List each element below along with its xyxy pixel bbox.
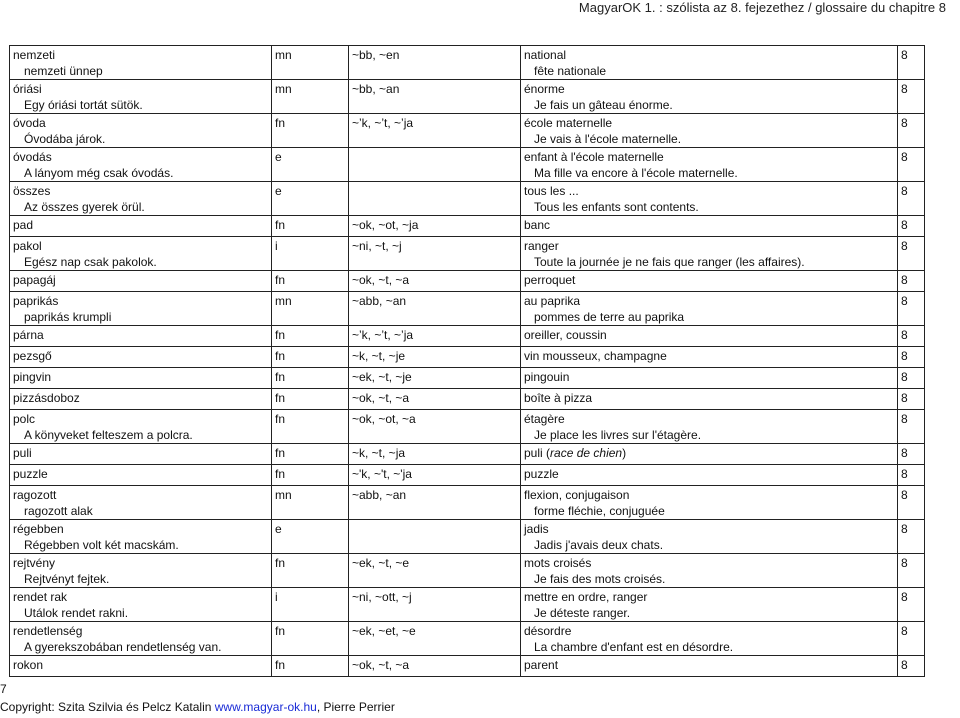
glossary-table — [9, 45, 925, 677]
headword: pad — [13, 218, 34, 232]
word-type-cell — [272, 80, 349, 114]
word-type-cell — [272, 444, 349, 465]
french-translation-line — [524, 48, 566, 62]
hungarian-cell — [10, 271, 272, 292]
word-type-cell — [272, 271, 349, 292]
endings: ~bb, ~an — [352, 82, 400, 96]
chapter-number: 8 — [901, 116, 908, 130]
chapter-cell — [898, 46, 925, 80]
french-translation-line — [524, 239, 559, 253]
french-translation-line — [524, 658, 558, 672]
endings: ~abb, ~an — [352, 294, 407, 308]
french-cell — [521, 622, 898, 656]
hungarian-cell — [10, 486, 272, 520]
chapter-cell — [898, 656, 925, 677]
french-cell — [521, 465, 898, 486]
word-type: mn — [275, 48, 292, 62]
word-type: fn — [275, 218, 286, 232]
page-number: 7 — [0, 682, 7, 696]
endings-cell — [349, 368, 521, 389]
table-row — [10, 80, 925, 114]
endings: ~ek, ~et, ~e — [352, 624, 416, 638]
chapter-number: 8 — [901, 446, 908, 460]
word-type: mn — [275, 82, 292, 96]
french-translation: désordre — [524, 624, 572, 638]
french-example: fête nationale — [534, 64, 607, 78]
word-type: mn — [275, 294, 292, 308]
chapter-cell — [898, 622, 925, 656]
endings-cell — [349, 80, 521, 114]
chapter-cell — [898, 554, 925, 588]
chapter-cell — [898, 444, 925, 465]
french-cell — [521, 271, 898, 292]
chapter-cell — [898, 182, 925, 216]
endings-cell — [349, 148, 521, 182]
word-type: fn — [275, 273, 286, 287]
word-type: fn — [275, 467, 286, 481]
french-cell — [521, 656, 898, 677]
endings: ~k, ~t, ~je — [352, 349, 406, 363]
french-example: Je vais à l'école maternelle. — [534, 132, 682, 146]
chapter-number: 8 — [901, 488, 908, 502]
word-type-cell — [272, 46, 349, 80]
chapter-cell — [898, 410, 925, 444]
endings-cell — [349, 292, 521, 326]
table-row — [10, 656, 925, 677]
word-type: e — [275, 184, 282, 198]
hungarian-example: Óvodába járok. — [24, 132, 106, 146]
word-type-cell — [272, 486, 349, 520]
word-type: fn — [275, 391, 286, 405]
hungarian-cell — [10, 46, 272, 80]
table-row — [10, 444, 925, 465]
french-example: Je déteste ranger. — [534, 606, 631, 620]
endings-cell — [349, 389, 521, 410]
hungarian-cell — [10, 622, 272, 656]
endings-cell — [349, 182, 521, 216]
french-example: Tous les enfants sont contents. — [534, 200, 699, 214]
french-example: pommes de terre au paprika — [534, 310, 685, 324]
word-type-cell — [272, 622, 349, 656]
hungarian-cell — [10, 656, 272, 677]
word-type: mn — [275, 488, 292, 502]
table-row — [10, 292, 925, 326]
chapter-cell — [898, 520, 925, 554]
hungarian-example: A könyveket felteszem a polcra. — [24, 428, 193, 442]
french-translation: parent — [524, 658, 559, 672]
chapter-cell — [898, 271, 925, 292]
hungarian-example: A gyerekszobában rendetlenség van. — [24, 640, 222, 654]
french-cell — [521, 520, 898, 554]
french-translation: tous les ... — [524, 184, 579, 198]
chapter-number: 8 — [901, 522, 908, 536]
french-cell — [521, 368, 898, 389]
table-row — [10, 237, 925, 271]
word-type-cell — [272, 182, 349, 216]
french-translation-line — [524, 391, 592, 405]
endings: ~ok, ~ot, ~a — [352, 412, 416, 426]
word-type: fn — [275, 412, 286, 426]
french-cell — [521, 347, 898, 368]
table-row — [10, 216, 925, 237]
chapter-cell — [898, 216, 925, 237]
endings-cell — [349, 622, 521, 656]
word-type: fn — [275, 370, 286, 384]
table-row — [10, 622, 925, 656]
french-example: Je fais des mots croisés. — [534, 572, 666, 586]
chapter-cell — [898, 347, 925, 368]
hungarian-cell — [10, 465, 272, 486]
word-type-cell — [272, 114, 349, 148]
table-row — [10, 326, 925, 347]
french-translation: oreiller, coussin — [524, 328, 607, 342]
endings-cell — [349, 114, 521, 148]
french-cell — [521, 486, 898, 520]
endings: ~ok, ~ot, ~ja — [352, 218, 419, 232]
endings: ~k, ~t, ~ja — [352, 446, 406, 460]
french-cell — [521, 80, 898, 114]
endings-cell — [349, 347, 521, 368]
endings-cell — [349, 410, 521, 444]
hungarian-example: ragozott alak — [24, 504, 93, 518]
french-cell — [521, 182, 898, 216]
chapter-number: 8 — [901, 239, 908, 253]
headword: óvoda — [13, 116, 46, 130]
hungarian-cell — [10, 182, 272, 216]
french-cell — [521, 216, 898, 237]
endings: ~’k, ~’t, ~’ja — [352, 328, 414, 342]
table-row — [10, 389, 925, 410]
endings-cell — [349, 271, 521, 292]
hungarian-cell — [10, 444, 272, 465]
french-translation: au paprika — [524, 294, 581, 308]
chapter-number: 8 — [901, 48, 908, 62]
hungarian-cell — [10, 368, 272, 389]
chapter-cell — [898, 326, 925, 347]
french-cell — [521, 389, 898, 410]
hungarian-cell — [10, 326, 272, 347]
french-translation-line: puli (race de chien) — [524, 446, 627, 460]
hungarian-cell — [10, 554, 272, 588]
endings-cell — [349, 554, 521, 588]
headword: nemzeti — [13, 48, 56, 62]
hungarian-example: nemzeti ünnep — [24, 64, 103, 78]
page-header: MagyarOK 1. : szólista az 8. fejezethez / glossaire du chapitre 8 — [578, 0, 946, 15]
word-type: e — [275, 522, 282, 536]
headword: pakol — [13, 239, 42, 253]
endings-cell — [349, 656, 521, 677]
word-type-cell — [272, 520, 349, 554]
headword: párna — [13, 328, 44, 342]
chapter-cell — [898, 368, 925, 389]
french-translation: école maternelle — [524, 116, 613, 130]
word-type: i — [275, 590, 278, 604]
word-type-cell — [272, 410, 349, 444]
french-example: Toute la journée je ne fais que ranger (les affaires). — [534, 255, 805, 269]
hungarian-cell — [10, 114, 272, 148]
endings: ~'k, ~'t, ~'ja — [352, 467, 412, 481]
french-example: Je fais un gâteau énorme. — [534, 98, 673, 112]
french-translation-line — [524, 328, 607, 342]
french-cell — [521, 326, 898, 347]
french-cell — [521, 588, 898, 622]
french-cell — [521, 444, 898, 465]
headword: összes — [13, 184, 51, 198]
hungarian-cell — [10, 389, 272, 410]
table-row — [10, 182, 925, 216]
table-row — [10, 368, 925, 389]
headword: paprikás — [13, 294, 59, 308]
word-type-cell — [272, 588, 349, 622]
word-type: e — [275, 150, 282, 164]
headword: óriási — [13, 82, 42, 96]
french-translation: énorme — [524, 82, 565, 96]
hungarian-cell — [10, 410, 272, 444]
endings: ~abb, ~an — [352, 488, 407, 502]
hungarian-example: Egész nap csak pakolok. — [24, 255, 157, 269]
headword: rokon — [13, 658, 44, 672]
french-translation-line — [524, 412, 565, 426]
french-translation: national — [524, 48, 567, 62]
french-translation-line — [524, 82, 565, 96]
french-translation: ranger — [524, 239, 559, 253]
chapter-number: 8 — [901, 391, 908, 405]
french-translation-line — [524, 467, 559, 481]
table-row — [10, 520, 925, 554]
french-note: race de chien — [550, 446, 623, 460]
french-translation: puzzle — [524, 467, 559, 481]
chapter-number: 8 — [901, 467, 908, 481]
french-translation: banc — [524, 218, 551, 232]
french-translation-line — [524, 590, 647, 604]
chapter-number: 8 — [901, 556, 908, 570]
french-translation-line — [524, 556, 591, 570]
table-row — [10, 148, 925, 182]
chapter-number: 8 — [901, 370, 908, 384]
endings: ~bb, ~en — [352, 48, 400, 62]
hungarian-example: Az összes gyerek örül. — [24, 200, 145, 214]
endings-cell — [349, 326, 521, 347]
chapter-cell — [898, 465, 925, 486]
word-type: fn — [275, 116, 286, 130]
endings-cell — [349, 216, 521, 237]
table-row — [10, 114, 925, 148]
french-translation-line — [524, 273, 575, 287]
french-translation-line — [524, 349, 667, 363]
endings-cell — [349, 486, 521, 520]
french-translation-line — [524, 294, 580, 308]
endings-cell — [349, 444, 521, 465]
headword: puli — [13, 446, 32, 460]
word-type: fn — [275, 446, 286, 460]
word-type-cell — [272, 292, 349, 326]
footer — [0, 700, 395, 714]
chapter-number: 8 — [901, 624, 908, 638]
endings-cell — [349, 520, 521, 554]
word-type: fn — [275, 556, 286, 570]
french-cell — [521, 148, 898, 182]
french-translation-line — [524, 116, 612, 130]
word-type: i — [275, 239, 278, 253]
hungarian-example: paprikás krumpli — [24, 310, 112, 324]
french-translation: jadis — [524, 522, 549, 536]
chapter-number: 8 — [901, 218, 908, 232]
endings-cell — [349, 465, 521, 486]
french-cell — [521, 554, 898, 588]
word-type-cell — [272, 465, 349, 486]
headword: rendetlenség — [13, 624, 83, 638]
hungarian-example: A lányom még csak óvodás. — [24, 166, 174, 180]
french-translation: étagère — [524, 412, 565, 426]
french-cell — [521, 410, 898, 444]
chapter-number: 8 — [901, 349, 908, 363]
french-translation-line — [524, 150, 664, 164]
endings: ~ok, ~t, ~a — [352, 273, 410, 287]
french-example: Je place les livres sur l'étagère. — [534, 428, 702, 442]
french-cell — [521, 292, 898, 326]
hungarian-cell — [10, 292, 272, 326]
table-row — [10, 46, 925, 80]
word-type-cell — [272, 389, 349, 410]
hungarian-example: Egy óriási tortát sütök. — [24, 98, 143, 112]
word-type-cell — [272, 216, 349, 237]
headword: pingvin — [13, 370, 52, 384]
chapter-number: 8 — [901, 184, 908, 198]
chapter-number: 8 — [901, 150, 908, 164]
endings-cell — [349, 46, 521, 80]
endings: ~’k, ~’t, ~’ja — [352, 116, 414, 130]
chapter-cell — [898, 588, 925, 622]
headword: rendet rak — [13, 590, 68, 604]
word-type-cell — [272, 656, 349, 677]
chapter-number: 8 — [901, 590, 908, 604]
headword: régebben — [13, 522, 64, 536]
french-translation: perroquet — [524, 273, 576, 287]
french-translation: enfant à l'école maternelle — [524, 150, 664, 164]
endings: ~ek, ~t, ~je — [352, 370, 412, 384]
word-type: fn — [275, 624, 286, 638]
chapter-number: 8 — [901, 273, 908, 287]
chapter-number: 8 — [901, 294, 908, 308]
french-cell — [521, 114, 898, 148]
french-cell — [521, 237, 898, 271]
word-type: fn — [275, 658, 286, 672]
hungarian-example: Régebben volt két macskám. — [24, 538, 179, 552]
french-translation-line — [524, 218, 550, 232]
french-translation-line — [524, 184, 579, 198]
hungarian-cell — [10, 216, 272, 237]
word-type-cell — [272, 368, 349, 389]
french-translation: mettre en ordre, ranger — [524, 590, 648, 604]
endings: ~ek, ~t, ~e — [352, 556, 410, 570]
footer-link[interactable]: www.magyar-ok.hu — [214, 700, 317, 714]
endings: ~ni, ~t, ~j — [352, 239, 402, 253]
word-type-cell — [272, 554, 349, 588]
french-example: Ma fille va encore à l'école maternelle. — [534, 166, 738, 180]
chapter-number: 8 — [901, 328, 908, 342]
french-translation-line — [524, 522, 549, 536]
french-translation: vin mousseux, champagne — [524, 349, 667, 363]
french-cell — [521, 46, 898, 80]
hungarian-example: Rejtvényt fejtek. — [24, 572, 110, 586]
table-row — [10, 486, 925, 520]
hungarian-cell — [10, 347, 272, 368]
table-row — [10, 271, 925, 292]
word-type: fn — [275, 328, 286, 342]
french-translation-line — [524, 370, 569, 384]
footer-copyright: Copyright: Szita Szilvia és Pelcz Katalin — [0, 700, 215, 714]
endings: ~ni, ~ott, ~j — [352, 590, 412, 604]
chapter-number: 8 — [901, 82, 908, 96]
table-row — [10, 410, 925, 444]
endings-cell — [349, 588, 521, 622]
word-type-cell — [272, 326, 349, 347]
headword: ragozott — [13, 488, 57, 502]
french-translation: pingouin — [524, 370, 570, 384]
chapter-cell — [898, 237, 925, 271]
word-type-cell — [272, 148, 349, 182]
french-translation: mots croisés — [524, 556, 592, 570]
footer-suffix: , Pierre Perrier — [316, 700, 395, 714]
headword: pizzásdoboz — [13, 391, 80, 405]
chapter-cell — [898, 80, 925, 114]
headword: pezsgő — [13, 349, 52, 363]
chapter-cell — [898, 389, 925, 410]
french-example: La chambre d'enfant est en désordre. — [534, 640, 734, 654]
headword: óvodás — [13, 150, 52, 164]
hungarian-cell — [10, 237, 272, 271]
word-type-cell — [272, 347, 349, 368]
headword: papagáj — [13, 273, 56, 287]
chapter-cell — [898, 148, 925, 182]
french-translation: boîte à pizza — [524, 391, 593, 405]
french-translation: puli — [524, 446, 543, 460]
hungarian-example: Utálok rendet rakni. — [24, 606, 129, 620]
endings: ~ok, ~t, ~a — [352, 658, 410, 672]
hungarian-cell — [10, 520, 272, 554]
french-translation-line — [524, 624, 571, 638]
french-example: forme fléchie, conjuguée — [534, 504, 665, 518]
endings-cell — [349, 237, 521, 271]
chapter-cell — [898, 114, 925, 148]
hungarian-cell — [10, 80, 272, 114]
french-translation: flexion, conjugaison — [524, 488, 630, 502]
chapter-number: 8 — [901, 412, 908, 426]
word-type: fn — [275, 349, 286, 363]
chapter-cell — [898, 486, 925, 520]
french-translation-line — [524, 488, 629, 502]
headword: puzzle — [13, 467, 48, 481]
chapter-cell — [898, 292, 925, 326]
french-example: Jadis j'avais deux chats. — [534, 538, 664, 552]
chapter-number: 8 — [901, 658, 908, 672]
table-row — [10, 554, 925, 588]
hungarian-cell — [10, 148, 272, 182]
endings: ~ok, ~t, ~a — [352, 391, 410, 405]
table-row — [10, 347, 925, 368]
table-row — [10, 465, 925, 486]
hungarian-cell — [10, 588, 272, 622]
headword: polc — [13, 412, 36, 426]
headword: rejtvény — [13, 556, 56, 570]
word-type-cell — [272, 237, 349, 271]
table-row — [10, 588, 925, 622]
